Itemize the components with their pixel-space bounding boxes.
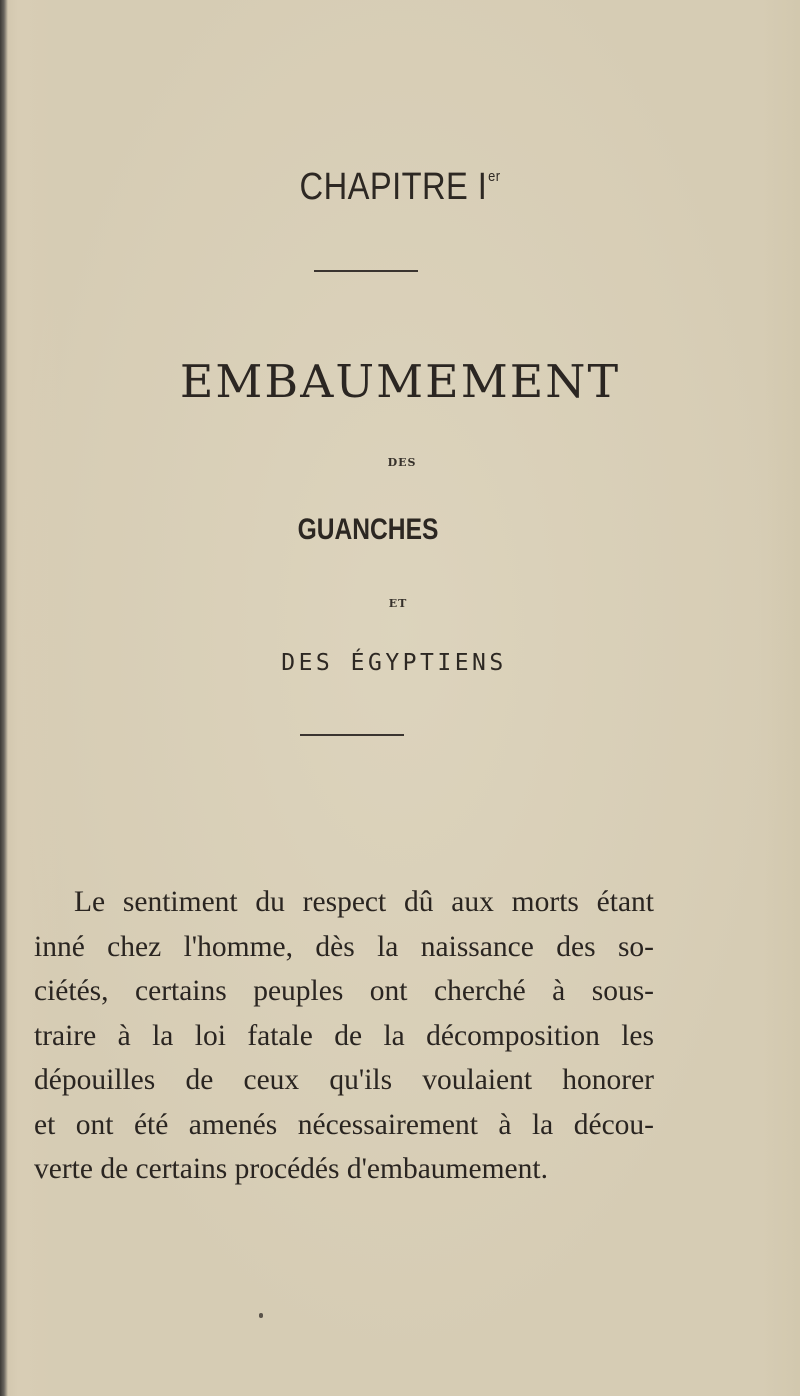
chapter-label: CHAPITRE I <box>299 166 488 208</box>
divider-rule-top <box>314 270 418 272</box>
title-connector-des: DES <box>387 456 417 469</box>
title-people-guanches: GUANCHES <box>297 513 439 546</box>
chapter-heading <box>56 166 744 209</box>
paragraph-line: Le sentiment du respect dû aux morts étant <box>74 886 654 918</box>
book-spine-edge <box>0 0 8 1396</box>
title-connector-et: ET <box>388 597 408 610</box>
paragraph-line: verte de certains procédés d'embaumement. <box>34 1153 548 1185</box>
paragraph-line: dépouilles de ceux qu'ils voulaient honorer <box>34 1064 654 1096</box>
paragraph-line: inné chez l'homme, dès la naissance des so- <box>34 930 654 963</box>
paragraph-line: traire à la loi fatale de la décomposition les <box>34 1019 654 1052</box>
title-people-egyptiens: DES ÉGYPTIENS <box>281 650 507 676</box>
opening-paragraph <box>34 880 654 1192</box>
divider-rule-bottom <box>300 734 404 736</box>
title-main: EMBAUMEMENT <box>179 355 621 408</box>
paragraph-line: ciétés, certains peuples ont cherché à sous- <box>34 975 654 1007</box>
ink-speck <box>259 1313 263 1318</box>
chapter-ordinal-suffix: er <box>488 168 501 185</box>
paragraph-line: et ont été amenés nécessairement à la décou- <box>34 1108 654 1141</box>
